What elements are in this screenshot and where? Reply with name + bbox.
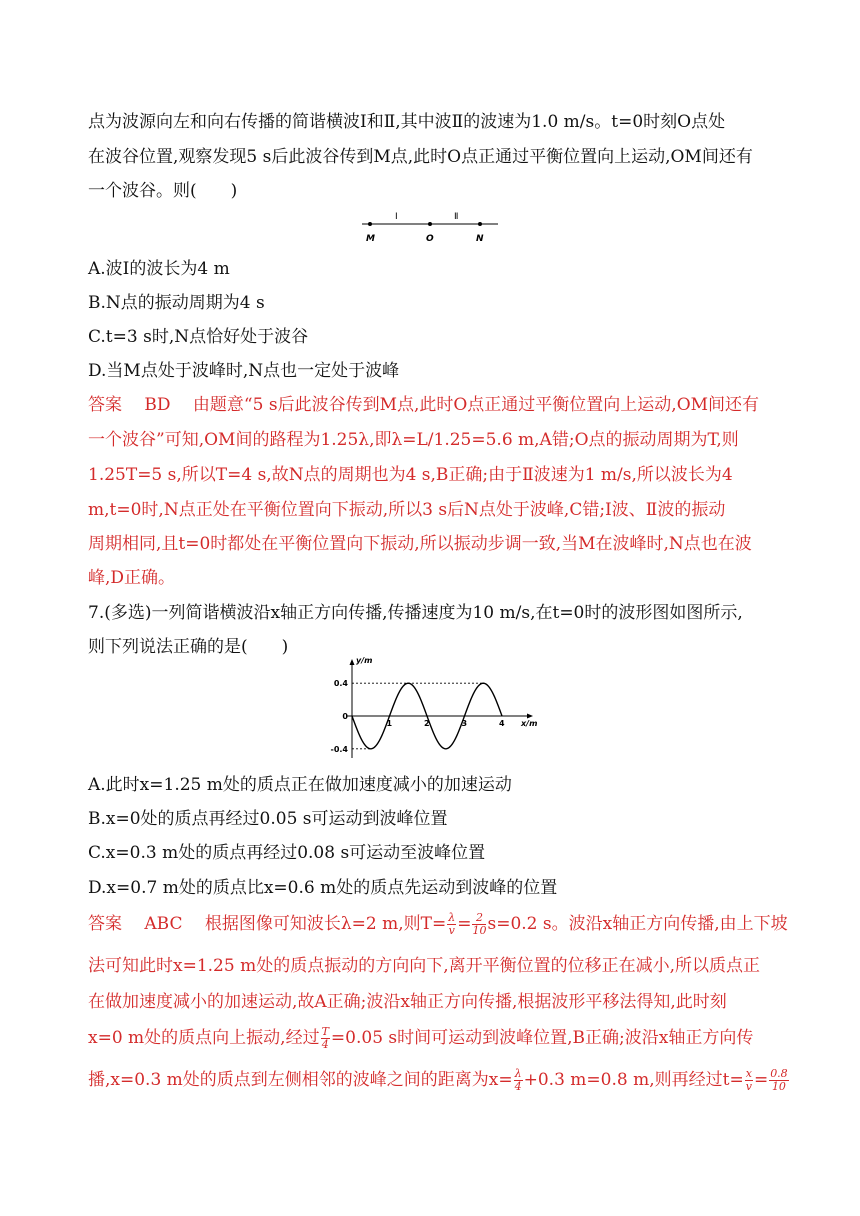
q7-option-d: D.x=0.7 m处的质点比x=0.6 m处的质点先运动到波峰的位置 <box>88 878 558 898</box>
frac-den: 4 <box>321 1038 329 1051</box>
chart-y-arrow <box>350 659 355 665</box>
frac-den: v <box>745 1080 752 1093</box>
chart-xlabel: x/m <box>521 719 538 728</box>
q6-stem-line-2: 在波谷位置,观察发现5 s后此波谷传到M点,此时O点正通过平衡位置向上运动,OM间还有 <box>88 147 753 167</box>
q6-option-a: A.波Ⅰ的波长为4 m <box>88 259 230 279</box>
q6-label-m: M <box>366 234 375 244</box>
q7-answer-line-5 <box>88 1068 790 1093</box>
q7-answer-frac-t-4 <box>321 1026 330 1051</box>
frac-den: 4 <box>514 1080 522 1093</box>
q6-stem-line-1: 点为波源向左和向右传播的简谐横波Ⅰ和Ⅱ,其中波Ⅱ的波速为1.0 m/s。t=0时刻O点处 <box>88 112 726 132</box>
q7-answer-line-2: 法可知此时x=1.25 m处的质点振动的方向向下,离开平衡位置的位移正在减小,所以质点正 <box>88 956 761 976</box>
chart-x-arrow <box>527 714 533 719</box>
q6-option-d: D.当M点处于波峰时,N点也一定处于波峰 <box>88 361 400 381</box>
q6-answer-line-6: 峰,D正确。 <box>88 568 176 588</box>
q6-answer-line-1: 答案 BD 由题意“5 s后此波谷传到M点,此时O点正通过平衡位置向上运动,OM间还有 <box>88 395 760 415</box>
q6-label-n: N <box>476 234 484 244</box>
q6-figure <box>358 210 500 244</box>
q7-stem-line-1: 7.(多选)一列简谐横波沿x轴正方向传播,传播速度为10 m/s,在t=0时的波形图如图所示, <box>88 603 743 623</box>
frac-num: T <box>321 1025 329 1038</box>
q7-answer-frac-lambda-4 <box>514 1068 523 1093</box>
chart-y-tick-label: 0 <box>342 712 348 721</box>
frac-num: 0.8 <box>770 1067 788 1080</box>
q7-answer-line-4 <box>88 1026 753 1051</box>
frac-den: 10 <box>771 1080 786 1093</box>
q6-label-wave2: Ⅱ <box>454 212 459 222</box>
chart-x-tick-label: 3 <box>461 719 468 728</box>
frac-den: 10 <box>472 924 487 937</box>
wave-chart <box>318 654 550 764</box>
q6-answer-line-5: 周期相同,且t=0时都处在平衡位置向下振动,所以振动步调一致,当M在波峰时,N点也在波 <box>88 534 752 554</box>
chart-ylabel: y/m <box>356 656 373 665</box>
frac-den: v <box>448 924 455 937</box>
q7-answer-frac-lambda-v <box>447 912 456 937</box>
q7-option-b: B.x=0处的质点再经过0.05 s可运动到波峰位置 <box>88 809 448 829</box>
q7-answer-frac-x-v <box>745 1068 753 1093</box>
q7-answer-eq: = <box>457 914 472 934</box>
q6-point-o <box>428 222 432 226</box>
q7-option-c: C.x=0.3 m处的质点再经过0.08 s可运动至波峰位置 <box>88 843 486 863</box>
q7-answer-line-5-pre: 播,x=0.3 m处的质点到左侧相邻的波峰之间的距离为x= <box>88 1070 513 1090</box>
frac-num: λ <box>448 911 456 924</box>
q7-option-a: A.此时x=1.25 m处的质点正在做加速度减小的加速运动 <box>88 775 512 795</box>
q6-point-n <box>478 222 482 226</box>
q7-answer-line-1-pre: 答案 ABC 根据图像可知波长λ=2 m,则T= <box>88 914 447 934</box>
q7-answer-line-3: 在做加速度减小的加速运动,故A正确;波沿x轴正方向传播,根据波形平移法得知,此时刻 <box>88 992 727 1012</box>
q7-answer-line-5-mid: +0.3 m=0.8 m,则再经过t= <box>523 1070 744 1090</box>
q7-stem-line-2: 则下列说法正确的是( ) <box>88 637 289 657</box>
q7-answer-frac-2-10 <box>472 912 486 937</box>
q7-answer-eq2: = <box>753 1070 769 1090</box>
chart-x-tick-label: 4 <box>499 719 505 728</box>
q6-point-m <box>368 222 372 226</box>
q6-answer-line-4: m,t=0时,N点正处在平衡位置向下振动,所以3 s后N点处于波峰,C错;Ⅰ波、Ⅱ波的振动 <box>88 500 726 520</box>
q6-answer-line-3: 1.25T=5 s,所以T=4 s,故N点的周期也为4 s,B正确;由于Ⅱ波速为1 m/s,所以波长为4 <box>88 465 733 485</box>
q6-label-wave1: Ⅰ <box>395 212 398 222</box>
q6-label-o: O <box>426 234 434 244</box>
q7-answer-line-1-post: s=0.2 s。波沿x轴正方向传播,由上下坡 <box>487 914 788 934</box>
frac-num: λ <box>514 1067 522 1080</box>
q7-answer-line-4-post: =0.05 s时间可运动到波峰位置,B正确;波沿x轴正方向传 <box>330 1028 754 1048</box>
q7-answer-line-1 <box>88 912 788 937</box>
q6-stem-line-3: 一个波谷。则( ) <box>88 181 238 201</box>
chart-y-tick-label: 0.4 <box>333 679 348 689</box>
frac-num: 2 <box>472 912 486 925</box>
chart-x-tick-label: 2 <box>424 719 430 728</box>
frac-num: x <box>745 1067 752 1080</box>
q6-option-c: C.t=3 s时,N点恰好处于波谷 <box>88 327 309 347</box>
q7-answer-line-4-pre: x=0 m处的质点向上振动,经过 <box>88 1028 320 1048</box>
chart-x-tick-label: 1 <box>386 719 393 728</box>
q6-option-b: B.N点的振动周期为4 s <box>88 293 265 313</box>
q6-answer-line-2: 一个波谷”可知,OM间的路程为1.25λ,即λ=L/1.25=5.6 m,A错;O点的振动周期为T,则 <box>88 430 739 450</box>
q7-answer-frac-08-10 <box>769 1068 789 1093</box>
chart-y-tick-label: -0.4 <box>330 744 348 754</box>
